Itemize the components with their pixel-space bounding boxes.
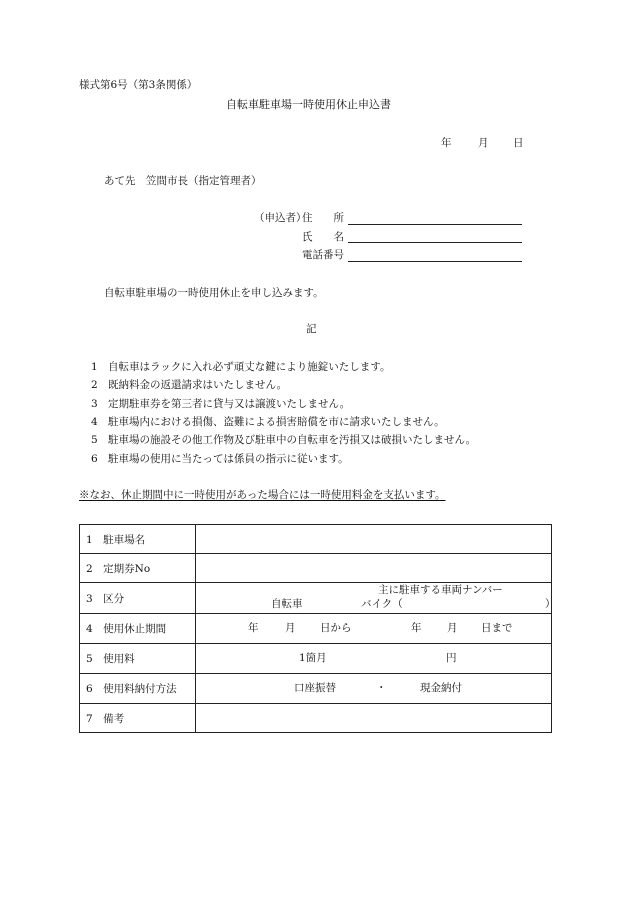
statement: 自転車駐車場の一時使用休止を申し込みます。 bbox=[104, 287, 324, 299]
bicycle-option[interactable]: 自転車 bbox=[271, 598, 303, 610]
payment-option-account-transfer[interactable]: 口座振替 bbox=[294, 682, 336, 694]
address-label: 住 所 bbox=[302, 212, 344, 224]
table-row bbox=[80, 525, 552, 554]
payment-method-cell bbox=[196, 674, 552, 704]
row-label: 6 使用料納付方法 bbox=[80, 674, 196, 704]
condition-number: 4 bbox=[91, 416, 98, 428]
payment-separator: ・ bbox=[376, 682, 387, 694]
condition-text: 駐車場の使用に当たっては係員の指示に従います。 bbox=[108, 453, 349, 465]
condition-text: 既納料金の返還請求はいたしません。 bbox=[108, 379, 288, 391]
fee-yen: 円 bbox=[446, 652, 457, 664]
table-row bbox=[80, 583, 552, 614]
address-field[interactable] bbox=[348, 224, 522, 225]
table-row bbox=[80, 704, 552, 733]
table-row bbox=[80, 614, 552, 644]
date-day-label: 日 bbox=[513, 137, 524, 149]
period-from: 日から bbox=[320, 622, 352, 634]
condition-text: 定期駐車券を第三者に貸与又は譲渡いたしません。 bbox=[108, 398, 351, 410]
pass-number-field[interactable] bbox=[196, 554, 552, 583]
condition-number: 2 bbox=[91, 379, 98, 391]
condition-text: 自転車はラックに入れ必ず頑丈な鍵により施錠いたします。 bbox=[108, 361, 391, 373]
period-year1: 年 bbox=[248, 622, 259, 634]
period-to: 日まで bbox=[481, 622, 513, 634]
condition-number: 5 bbox=[91, 434, 98, 446]
application-table bbox=[79, 524, 556, 733]
category-cell bbox=[196, 583, 556, 614]
suspension-period-cell[interactable] bbox=[196, 614, 552, 644]
condition-text: 駐車場内における損傷、盗難による損害賠償を市に請求いたしません。 bbox=[108, 416, 445, 428]
table-row bbox=[80, 674, 552, 704]
plate-number-label: 主に駐車する車両ナンバー bbox=[378, 584, 503, 596]
form-title: 自転車駐車場一時使用休止申込書 bbox=[226, 98, 391, 111]
date-year-label: 年 bbox=[441, 137, 452, 149]
payment-option-cash[interactable]: 現金納付 bbox=[420, 682, 462, 694]
fee-cell[interactable] bbox=[196, 644, 552, 674]
row-label: 1 駐車場名 bbox=[80, 525, 196, 554]
condition-number: 6 bbox=[91, 453, 98, 465]
name-label: 氏 名 bbox=[302, 231, 344, 243]
period-month1: 月 bbox=[285, 622, 296, 634]
name-field[interactable] bbox=[348, 242, 522, 243]
table-row bbox=[80, 644, 552, 674]
bike-option[interactable]: バイク（ bbox=[361, 598, 403, 610]
table-row bbox=[80, 554, 552, 583]
period-year2: 年 bbox=[411, 622, 422, 634]
addressee: あて先 笠間市長（指定管理者） bbox=[104, 175, 262, 187]
row-label: 3 区分 bbox=[80, 583, 196, 614]
row-label: 5 使用料 bbox=[80, 644, 196, 674]
condition-text: 駐車場の施設その他工作物及び駐車中の自転車を汚損又は破損いたしません。 bbox=[108, 434, 477, 446]
period-month2: 月 bbox=[447, 622, 458, 634]
payment-note: ※なお、休止期間中に一時使用があった場合には一時使用料金を支払います。 bbox=[79, 489, 446, 501]
fee-months: 1箇月 bbox=[299, 652, 327, 664]
applicant-prefix: （申込者） bbox=[254, 212, 307, 224]
remarks-field[interactable] bbox=[196, 704, 552, 733]
phone-field[interactable] bbox=[348, 261, 522, 262]
condition-number: 3 bbox=[91, 398, 98, 410]
date-month-label: 月 bbox=[478, 137, 489, 149]
phone-label: 電話番号 bbox=[302, 249, 344, 261]
parking-name-field[interactable] bbox=[196, 525, 552, 554]
row-label: 2 定期券No bbox=[80, 554, 196, 583]
form-number: 様式第6号（第3条関係） bbox=[79, 79, 198, 91]
condition-number: 1 bbox=[91, 361, 98, 373]
row-label: 7 備考 bbox=[80, 704, 196, 733]
bike-close-paren: ） bbox=[545, 598, 556, 610]
row-label: 4 使用休止期間 bbox=[80, 614, 196, 644]
ki-heading: 記 bbox=[306, 323, 317, 335]
